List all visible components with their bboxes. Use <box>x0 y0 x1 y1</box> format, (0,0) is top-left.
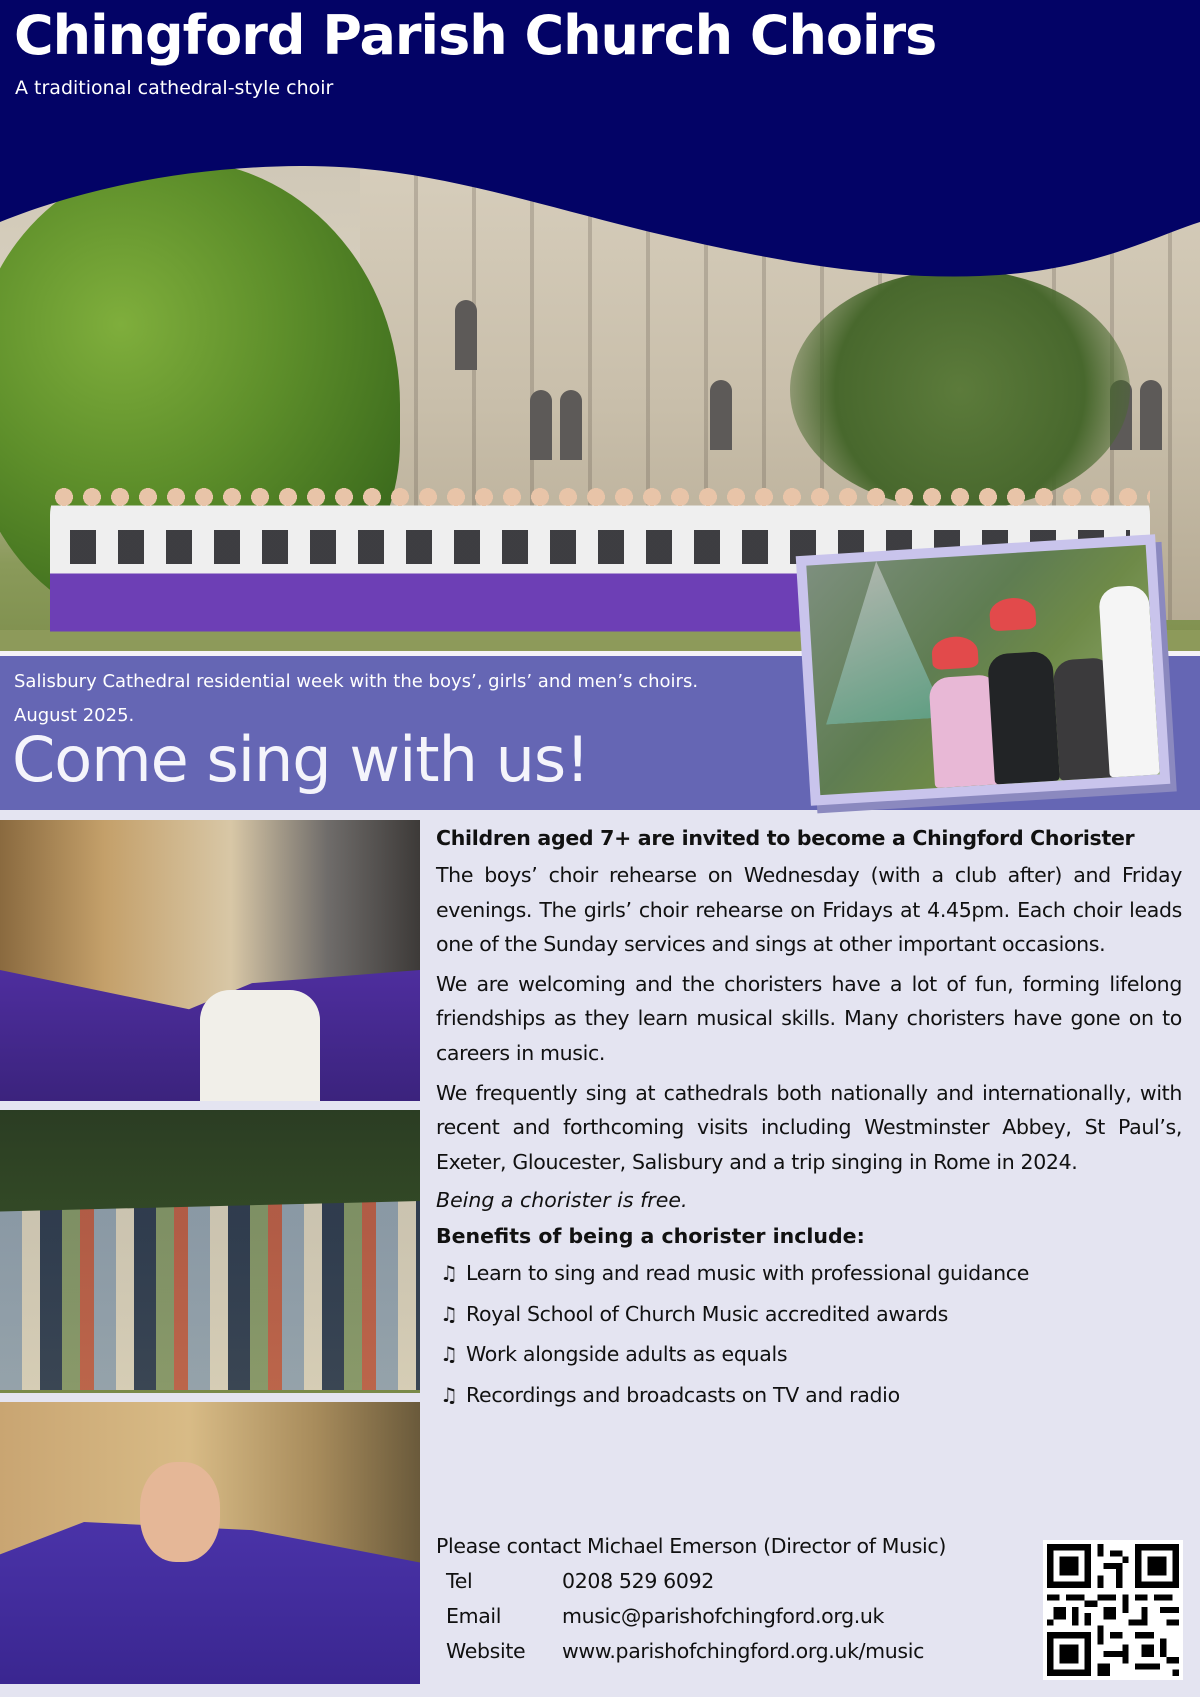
outdoor-games-photo <box>0 1110 420 1393</box>
contact-intro: Please contact Michael Emerson (Director of Music) <box>436 1534 946 1558</box>
music-note-icon: ♫ <box>440 1342 458 1367</box>
cathedral-window <box>530 390 552 460</box>
adult-figure <box>1098 585 1160 778</box>
contact-label: Tel <box>446 1569 473 1593</box>
header-band <box>0 0 1200 280</box>
inset-photo-card <box>796 534 1171 806</box>
page-title: Chingford Parish Church Choirs <box>14 4 937 67</box>
contact-section <box>436 1528 1036 1669</box>
cathedral-window <box>455 300 477 370</box>
qr-code[interactable] <box>1043 1540 1183 1680</box>
free-note: Being a chorister is free. <box>436 1188 688 1213</box>
contact-label: Email <box>446 1604 502 1628</box>
caption-line-1: Salisbury Cathedral residential week with the boys’, girls’ and men’s choirs. <box>14 671 699 692</box>
contact-label: Website <box>446 1639 526 1663</box>
info-section <box>436 822 1182 1415</box>
benefit-text: Royal School of Church Music accredited awards <box>466 1301 948 1326</box>
benefits-heading: Benefits of being a chorister include: <box>436 1224 865 1249</box>
phone-number[interactable]: 0208 529 6092 <box>562 1569 714 1593</box>
benefit-item <box>436 1294 1182 1335</box>
paragraph-visits: We frequently sing at cathedrals both nationally and internationally, with recent and forthcoming visits including Westminster Abbey, St Paul’s, Exeter, Gloucester, Salisbury and a trip singing in Rome in 2024. <box>436 1080 1182 1174</box>
benefit-item <box>436 1253 1182 1294</box>
contact-row-email <box>436 1599 1036 1634</box>
contact-row-website <box>436 1634 1036 1669</box>
call-to-action-heading: Come sing with us! <box>12 723 590 796</box>
tree-right <box>790 270 1130 510</box>
benefit-text: Learn to sing and read music with professional guidance <box>466 1261 1030 1286</box>
tent <box>816 558 946 725</box>
benefit-text: Recordings and broadcasts on TV and radio <box>466 1382 900 1407</box>
music-note-icon: ♫ <box>440 1382 458 1407</box>
email-link[interactable]: music@parishofchingford.org.uk <box>562 1604 885 1628</box>
rehearsal-photo <box>0 820 420 1101</box>
qr-code-icon <box>1047 1544 1179 1676</box>
page-subtitle: A traditional cathedral-style choir <box>15 77 334 99</box>
paragraph-rehearsals: The boys’ choir rehearse on Wednesday (with a club after) and Friday evenings. The girls’ choir rehearse on Fridays at 4.45pm. Each choir leads one of the Sunday services and sings at other important occasions. <box>436 863 1182 957</box>
music-note-icon: ♫ <box>440 1301 458 1326</box>
photo-frame <box>796 534 1171 806</box>
caption-line-2: August 2025. <box>14 705 135 726</box>
child-figure <box>987 651 1060 785</box>
cathedral-window <box>1140 380 1162 450</box>
benefit-item <box>436 1334 1182 1375</box>
music-note-icon: ♫ <box>440 1261 458 1286</box>
website-link[interactable]: www.parishofchingford.org.uk/music <box>562 1639 925 1663</box>
paragraph-welcoming: We are welcoming and the choristers have a lot of fun, forming lifelong friendships as they learn musical skills. Many choristers have gone on to careers in music. <box>436 971 1182 1065</box>
contact-row-tel <box>436 1564 1036 1599</box>
benefit-text: Work alongside adults as equals <box>466 1342 788 1367</box>
cathedral-window <box>710 380 732 450</box>
helmet <box>931 635 979 670</box>
benefit-item <box>436 1375 1182 1416</box>
inset-activity-photo <box>806 545 1159 795</box>
cathedral-window <box>560 390 582 460</box>
helmet <box>989 597 1037 632</box>
lead-heading: Children aged 7+ are invited to become a Chingford Chorister <box>436 826 1135 850</box>
choristers-singing-photo <box>0 1402 420 1684</box>
